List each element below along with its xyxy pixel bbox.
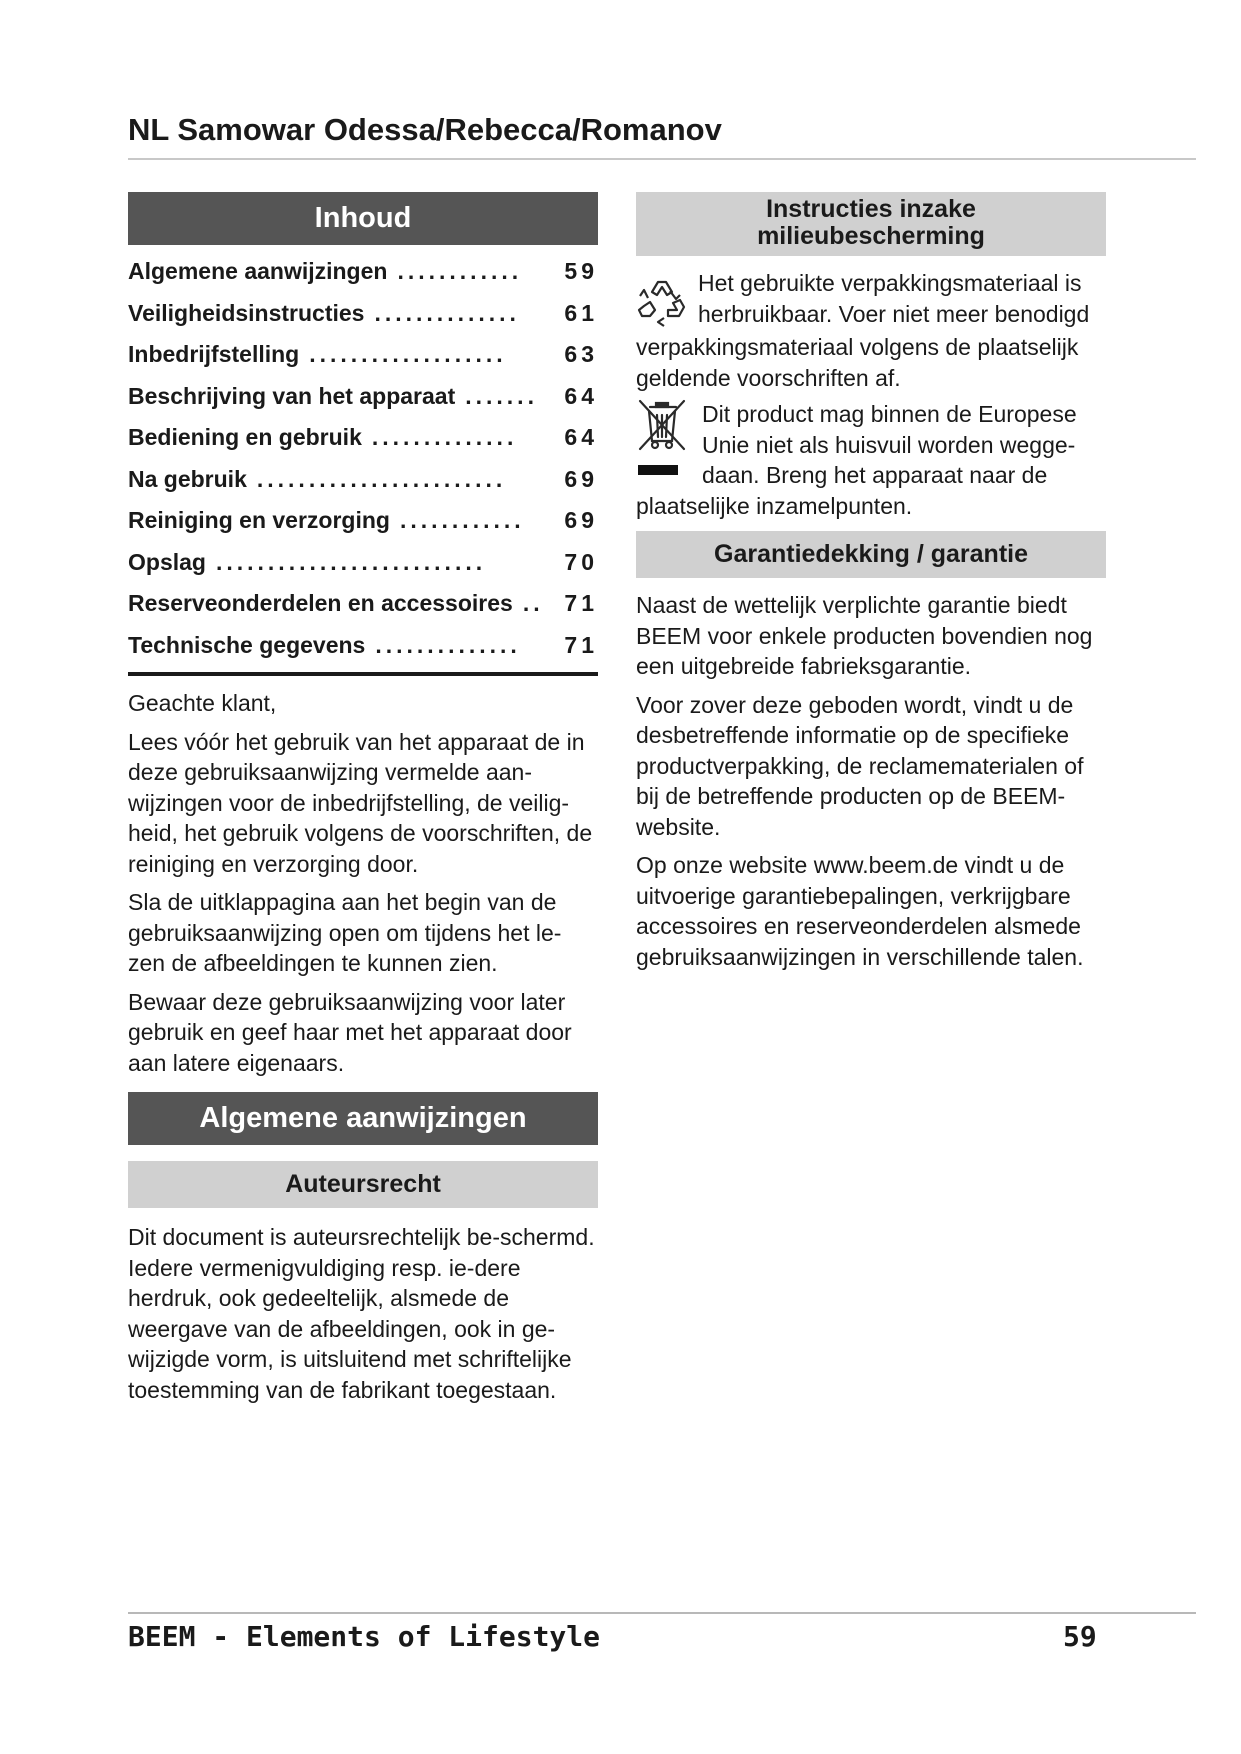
toc-item-page: 64 xyxy=(564,424,598,450)
toc-item[interactable] xyxy=(128,542,598,584)
toc-item-dots: .. xyxy=(522,590,544,616)
toc-item-title: Bediening en gebruik xyxy=(128,424,362,450)
recycle-notice xyxy=(636,268,1106,393)
toc-item-title: Reserveonderdelen en accessoires xyxy=(128,590,513,616)
footer-brand: BEEM - Elements of Lifestyle xyxy=(128,1620,601,1653)
general-heading: Algemene aanwijzingen xyxy=(128,1092,598,1145)
warranty-paragraph: Voor zover deze geboden wordt, vindt u de desbetreffende informatie op de specifieke productverpakking, de reclamematerialen of bij de betreffende producten op de BEEM-website. xyxy=(636,691,1084,840)
left-column xyxy=(128,192,598,1405)
toc-item[interactable] xyxy=(128,625,598,667)
recycle-text-line: herbruikbaar. Voer niet meer benodigd xyxy=(698,300,1090,327)
toc-heading: Inhoud xyxy=(128,192,598,245)
copyright-text: Dit document is auteursrechtelijk be-schermd. Iedere vermenigvuldiging resp. ie-dere herdruk, ook gedeeltelijk, alsmede de weergave van de afbeeldingen, ook in ge-wijzigde vorm, is uitsluitend met schriftelijke toestemming van de fabrikant toegestaan. xyxy=(128,1224,595,1403)
toc-item-title: Reiniging en verzorging xyxy=(128,507,390,533)
intro-paragraph: Bewaar deze gebruiksaanwijzing voor later gebruik en geef haar met het apparaat door aan latere eigenaars. xyxy=(128,988,572,1076)
toc-item-page: 59 xyxy=(564,258,598,284)
toc-item-title: Veiligheidsinstructies xyxy=(128,299,365,326)
toc-item-dots: .............. xyxy=(374,299,520,326)
toc-item-dots: .......................... xyxy=(215,548,487,575)
warranty-heading: Garantiedekking / garantie xyxy=(636,531,1106,578)
environment-heading xyxy=(636,192,1106,256)
toc-item-dots: ............ xyxy=(397,258,523,284)
toc-item-dots: .............. xyxy=(375,631,521,658)
recycle-text-line: Het gebruikte verpakkingsmateriaal is xyxy=(698,270,1082,296)
intro-paragraph: Lees vóór het gebruik van het apparaat de in deze gebruiksaanwijzing vermelde aan-wijzingen voor de inbedrijfstelling, de veilig-heid, het gebruik volgens de voorschriften, de reiniging en verzorging door. xyxy=(128,728,593,877)
toc-item-title: Beschrijving van het apparaat xyxy=(128,382,456,409)
toc-item[interactable] xyxy=(128,376,598,418)
toc-item[interactable] xyxy=(128,417,598,459)
weee-text-line: plaatselijke inzamelpunten. xyxy=(636,492,913,519)
toc-item-page: 61 xyxy=(564,299,598,326)
right-column xyxy=(636,192,1106,972)
warranty-paragraph: Op onze website www.beem.de vindt u de uitvoerige garantiebepalingen, verkrijgbare accessoires en reserveonderdelen alsmede gebruiksaanwijzingen in verschillende talen. xyxy=(636,852,1084,970)
toc-item-dots: ................... xyxy=(309,341,507,367)
toc-item[interactable] xyxy=(128,334,598,376)
toc-item-page: 69 xyxy=(564,507,598,533)
toc-item[interactable] xyxy=(128,251,598,293)
toc-item-title: Opslag xyxy=(128,548,206,575)
header-divider xyxy=(128,158,1196,160)
page-number: 59 xyxy=(1063,1620,1097,1653)
toc-item-title: Technische gegevens xyxy=(128,631,366,658)
warranty-paragraph: Naast de wettelijk verplichte garantie biedt BEEM voor enkele producten bovendien nog een uitgebreide fabrieksgarantie. xyxy=(636,592,1093,679)
toc-item-dots: ....... xyxy=(465,382,538,409)
toc-item-page: 71 xyxy=(564,631,598,658)
toc-item[interactable] xyxy=(128,459,598,501)
toc-item[interactable] xyxy=(128,583,598,625)
toc-item[interactable] xyxy=(128,293,598,335)
toc-item-dots: ............ xyxy=(399,507,525,533)
environment-heading-line1: Instructies inzake xyxy=(766,195,976,223)
page-title: NL Samowar Odessa/Rebecca/Romanov xyxy=(128,112,722,147)
toc-item-page: 70 xyxy=(564,548,598,575)
weee-text-line: Dit product mag binnen de Europese xyxy=(702,401,1077,427)
toc-item-page: 71 xyxy=(564,590,598,616)
toc-item-page: 69 xyxy=(564,465,598,492)
toc-item-title: Na gebruik xyxy=(128,465,247,492)
toc-item-title: Algemene aanwijzingen xyxy=(128,258,388,284)
intro-paragraph: Sla de uitklappagina aan het begin van de gebruiksaanwijzing open om tijdens het le-zen de afbeeldingen te kunnen zien. xyxy=(128,889,562,976)
toc-item-page: 63 xyxy=(564,341,598,367)
table-of-contents xyxy=(128,251,598,666)
weee-text-line: Unie niet als huisvuil worden wegge- xyxy=(702,431,1076,458)
toc-item[interactable] xyxy=(128,500,598,542)
salutation: Geachte klant, xyxy=(128,690,277,716)
copyright-heading: Auteursrecht xyxy=(128,1161,598,1208)
weee-text-line: daan. Breng het apparaat naar de xyxy=(702,462,1048,488)
crossed-bin-icon xyxy=(636,399,702,489)
recycle-text: verpakkingsmateriaal volgens de plaatselijk geldende voorschriften af. xyxy=(636,334,1079,391)
environment-heading-line2: milieubescherming xyxy=(757,222,985,250)
toc-item-title: Inbedrijfstelling xyxy=(128,341,300,367)
recycle-icon xyxy=(636,276,694,332)
footer-divider xyxy=(128,1612,1196,1614)
toc-divider xyxy=(128,672,598,676)
toc-item-dots: ........................ xyxy=(256,465,507,492)
toc-item-page: 64 xyxy=(564,382,598,409)
toc-item-dots: .............. xyxy=(371,424,518,450)
weee-notice xyxy=(636,399,1106,521)
